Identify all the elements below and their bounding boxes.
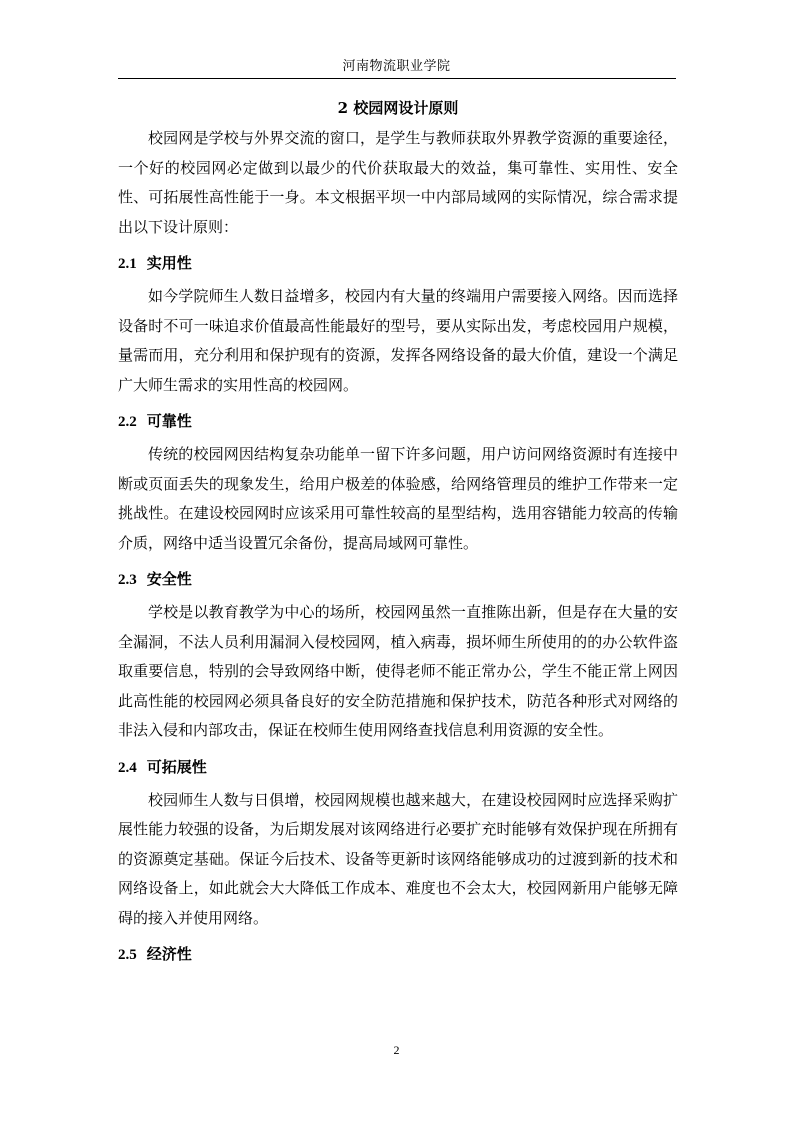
section-number: 2.5 [118,947,137,963]
section-heading-2-2 [118,411,678,432]
section-heading-2-1 [118,253,678,274]
running-header: 河南物流职业学院 [342,59,451,74]
chapter-title: 2 校园网设计原则 [337,99,459,117]
section-title: 可拓展性 [146,757,207,776]
section-body-2-3: 学校是以教育教学为中心的场所，校园网虽然一直推陈出新，但是存在大量的安全漏洞，不法人员利用漏洞入侵校园网，植入病毒，损坏师生所使用的的办公软件盗取重要信息，特别的会导致网络中断，使得老师不能正常办公，学生不能正常上网因此高性能的校园网必须具备良好的安全防范措施和保护技术，防范各种形式对网络的非法入侵和内部攻击，保证在校师生使用网络查找信息利用资源的安全性。 [118,603,678,739]
page-body [118,98,678,973]
section-heading-2-3 [118,569,678,590]
chapter-intro: 校园网是学校与外界交流的窗口，是学生与教师获取外界教学资源的重要途径，一个好的校园网必定做到以最少的代价获取最大的效益，集可靠性、实用性、安全性、可拓展性高性能于一身。本文根据平坝一中内部局域网的实际情况，综合需求提出以下设计原则： [118,129,678,236]
section-heading-2-4 [118,757,678,778]
section-number: 2.3 [118,572,137,588]
section-number: 2.1 [118,256,137,272]
section-body-2-1: 如今学院师生人数日益增多，校园内有大量的终端用户需要接入网络。因而选择设备时不可一味追求价值最高性能最好的型号，要从实际出发，考虑校园用户规模，量需而用，充分利用和保护现有的资源，发挥各网络设备的最大价值，建设一个满足广大师生需求的实用性高的校园网。 [118,287,678,394]
section-number: 2.2 [118,414,137,430]
header-divider [118,78,676,79]
section-body-2-4: 校园师生人数与日俱增，校园网规模也越来越大，在建设校园网时应选择采购扩展性能力较强的设备，为后期发展对该网络进行必要扩充时能够有效保护现在所拥有的资源奠定基础。保证今后技术、设备等更新时该网络能够成功的过渡到新的技术和网络设备上，如此就会大大降低工作成本、难度也不会太大，校园网新用户能够无障碍的接入并使用网络。 [118,790,678,927]
section-number: 2.4 [118,759,137,776]
section-title: 安全性 [146,570,192,588]
section-title: 可靠性 [146,412,192,430]
section-body-2-2: 传统的校园网因结构复杂功能单一留下许多问题，用户访问网络资源时有连接中断或页面丢失的现象发生，给用户极差的体验感，给网络管理员的维护工作带来一定挑战性。在建设校园网时应该采用可靠性较高的星型结构，选用容错能力较高的传输介质，网络中适当设置冗余备份，提高局域网可靠性。 [118,445,678,552]
section-title: 实用性 [146,254,192,272]
section-heading-2-5 [118,944,678,965]
section-title: 经济性 [146,945,192,963]
page-number: 2 [393,1043,400,1057]
